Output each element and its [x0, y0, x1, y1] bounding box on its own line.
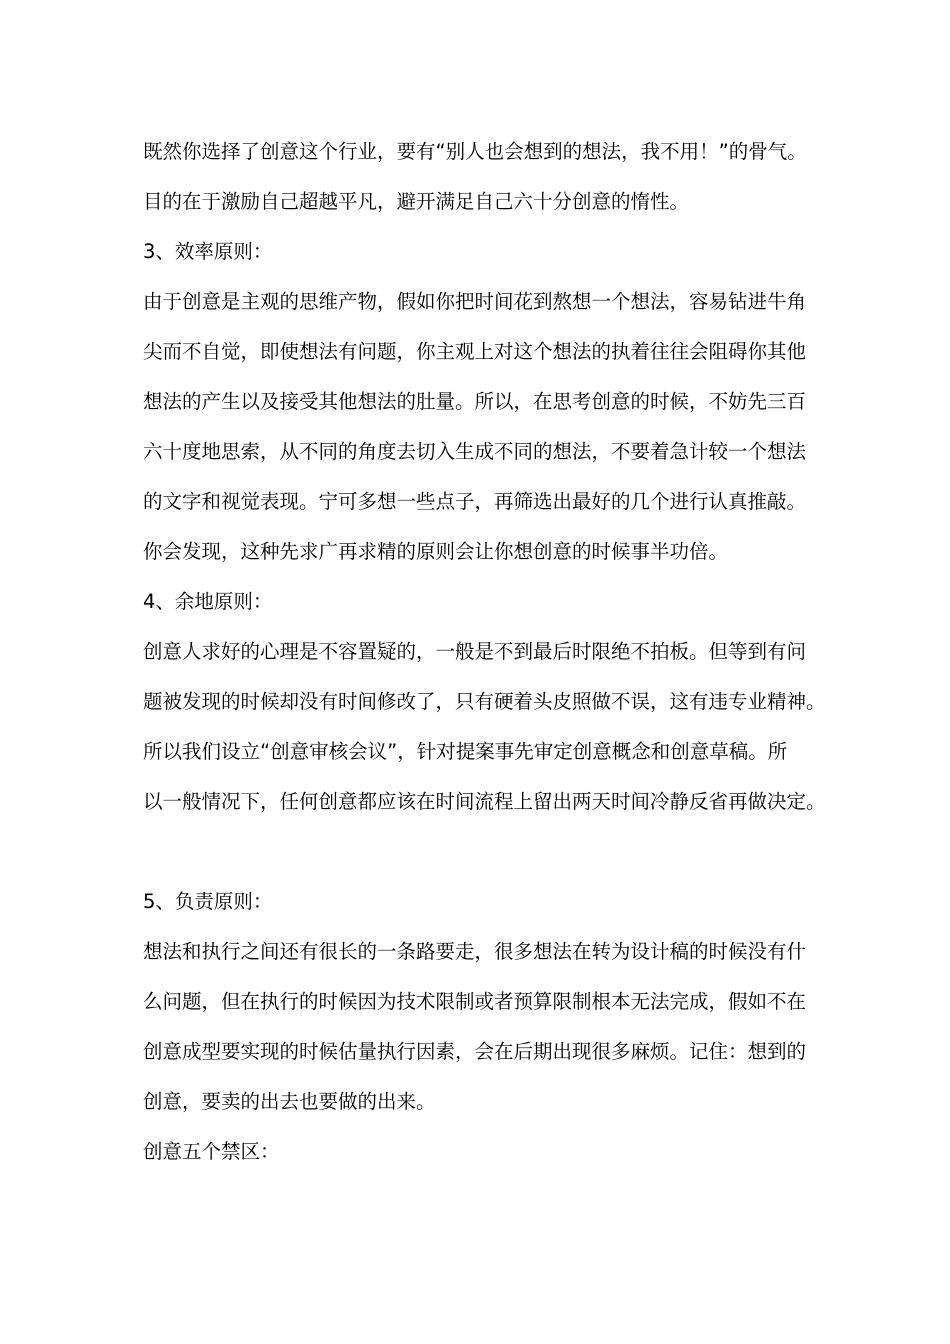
- paragraph-line: 所以我们设立“创意审核会议”，针对提案事先审定创意概念和创意草稿。所: [143, 740, 788, 763]
- paragraph-line: 么问题，但在执行的时候因为技术限制或者预算限制根本无法完成，假如不在: [143, 990, 807, 1013]
- paragraph-line: 以一般情况下，任何创意都应该在时间流程上留出两天时间冷静反省再做决定。: [143, 790, 826, 813]
- paragraph-line: 既然你选择了创意这个行业，要有“别人也会想到的想法，我不用！”的骨气。: [143, 140, 807, 163]
- section-heading: 创意五个禁区：: [143, 1140, 280, 1163]
- paragraph-line: 六十度地思索，从不同的角度去切入生成不同的想法，不要着急计较一个想法: [143, 440, 807, 463]
- paragraph-line: 你会发现，这种先求广再求精的原则会让你想创意的时候事半功倍。: [143, 540, 729, 563]
- paragraph-line: 想法的产生以及接受其他想法的肚量。所以，在思考创意的时候，不妨先三百: [143, 390, 807, 413]
- paragraph-spacer: [143, 827, 813, 877]
- paragraph-line: 的文字和视觉表现。宁可多想一些点子，再筛选出最好的几个进行认真推敲。: [143, 490, 807, 513]
- paragraph-line: 由于创意是主观的思维产物，假如你把时间花到熬想一个想法，容易钻进牛角: [143, 290, 807, 313]
- paragraph-line: 创意成型要实现的时候估量执行因素，会在后期出现很多麻烦。记住：想到的: [143, 1040, 807, 1063]
- section-heading: 5、负责原则：: [143, 890, 273, 913]
- paragraph-line: 创意，要卖的出去也要做的出来。: [143, 1090, 436, 1113]
- paragraph-line: 目的在于激励自己超越平凡，避开满足自己六十分创意的惰性。: [143, 190, 690, 213]
- section-heading: 4、余地原则：: [143, 590, 273, 613]
- section-heading: 3、效率原则：: [143, 240, 273, 263]
- paragraph-line: 想法和执行之间还有很长的一条路要走，很多想法在转为设计稿的时候没有什: [143, 940, 807, 963]
- paragraph-line: 尖而不自觉，即使想法有问题，你主观上对这个想法的执着往往会阻碍你其他: [143, 340, 807, 363]
- paragraph-line: 创意人求好的心理是不容置疑的，一般是不到最后时限绝不拍板。但等到有问: [143, 640, 807, 663]
- document-body: [143, 127, 826, 1177]
- paragraph-line: 题被发现的时候却没有时间修改了，只有硬着头皮照做不误，这有违专业精神。: [143, 690, 826, 713]
